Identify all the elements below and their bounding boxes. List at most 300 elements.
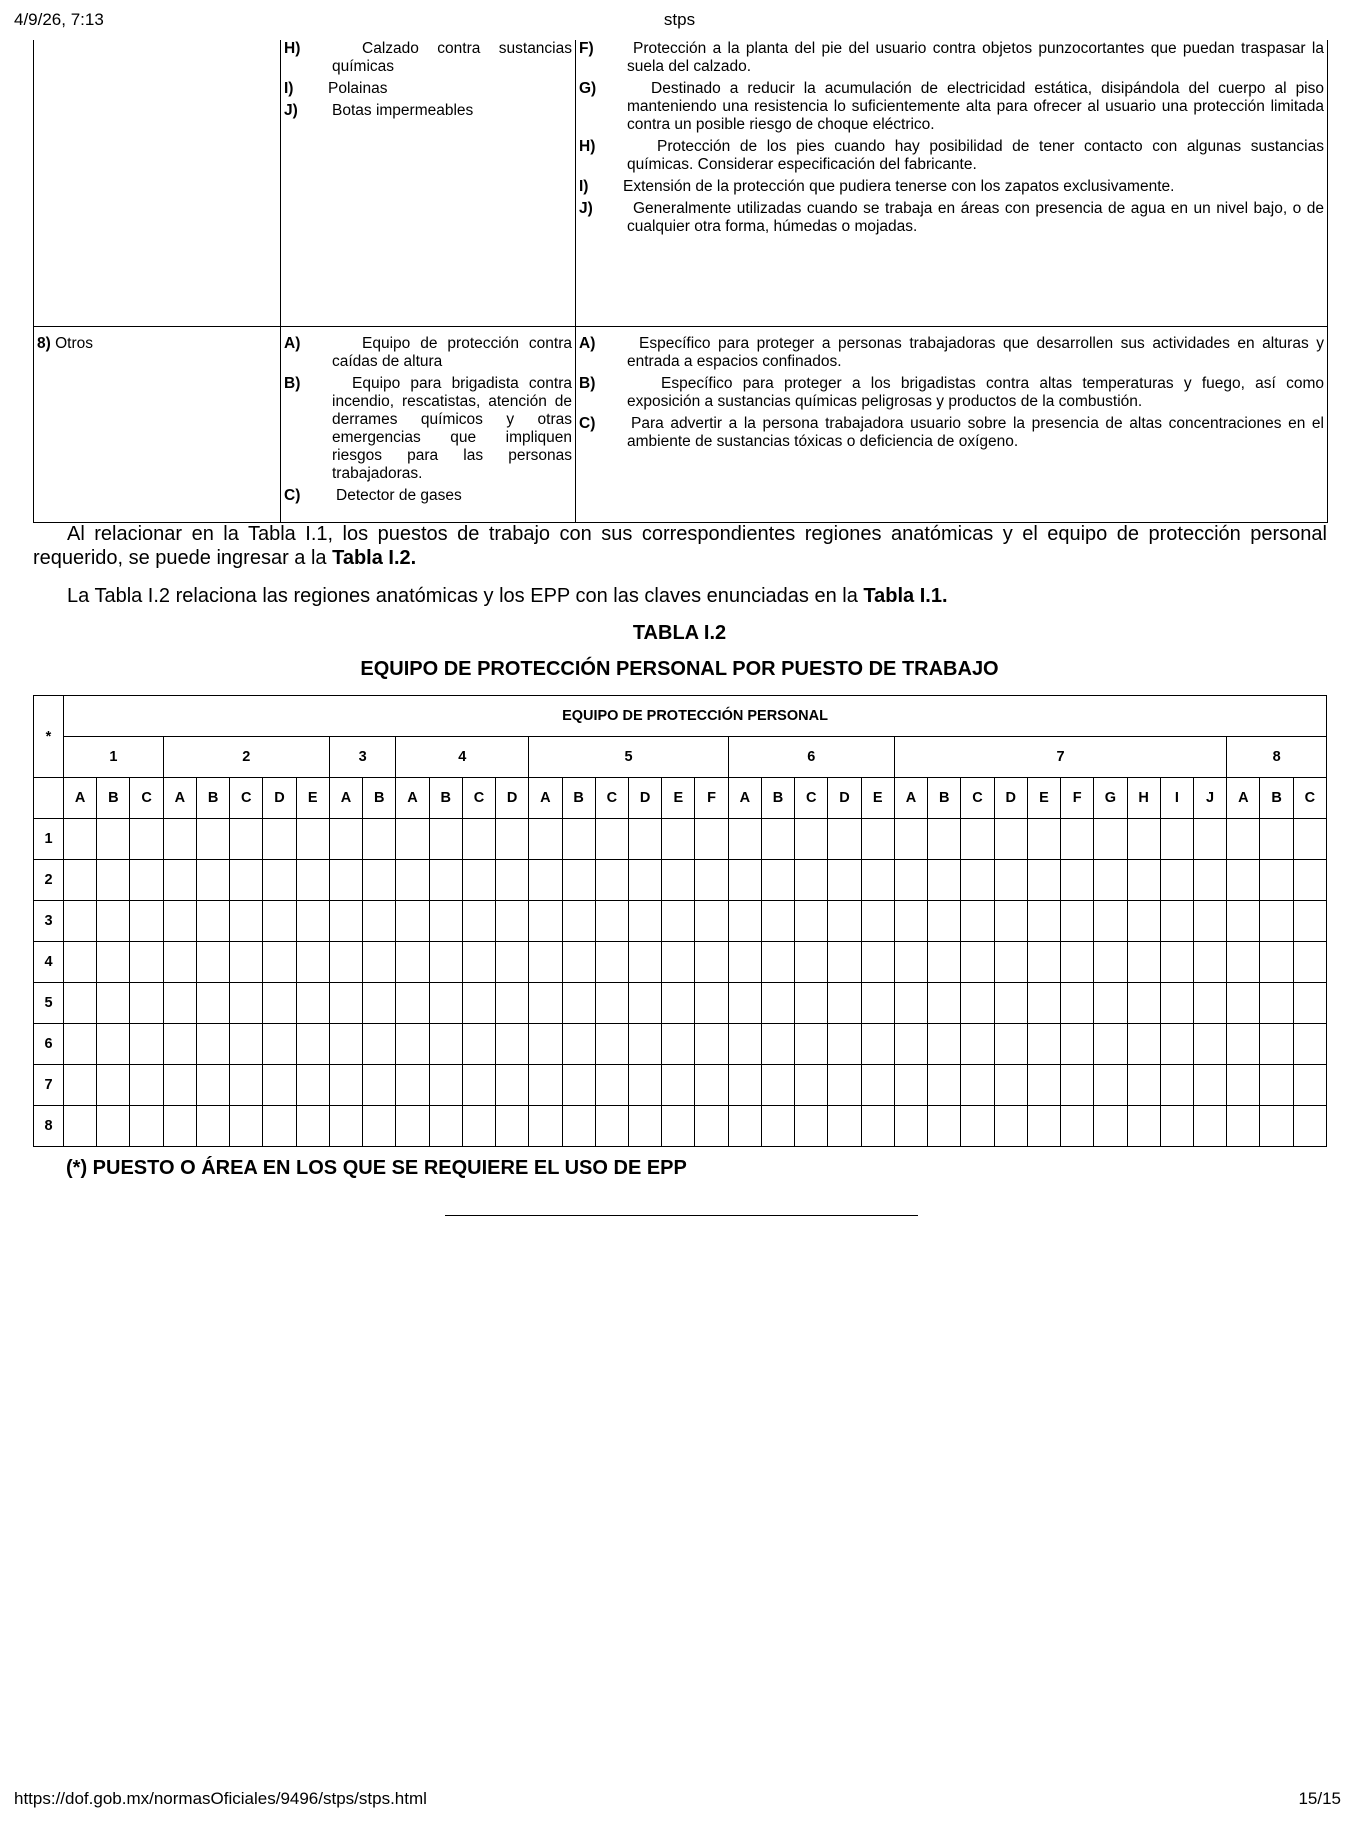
grid-cell bbox=[1160, 901, 1193, 942]
grid-cell bbox=[64, 1106, 97, 1147]
grid-cell bbox=[961, 860, 994, 901]
grid-cell bbox=[263, 983, 296, 1024]
grid-cell bbox=[1227, 901, 1260, 942]
grid-cell bbox=[462, 1106, 495, 1147]
grid-cell bbox=[595, 1065, 628, 1106]
grid-cell bbox=[1127, 983, 1160, 1024]
grid-cell bbox=[828, 983, 861, 1024]
grid-cell bbox=[894, 819, 927, 860]
grid-cell bbox=[462, 1065, 495, 1106]
grid-cell bbox=[1227, 819, 1260, 860]
letter-header: B bbox=[363, 778, 396, 819]
grid-cell bbox=[1227, 1024, 1260, 1065]
grid-cell bbox=[1293, 901, 1326, 942]
grid-cell bbox=[196, 942, 229, 983]
grid-cell bbox=[1160, 983, 1193, 1024]
grid-cell bbox=[230, 983, 263, 1024]
grid-cell bbox=[828, 942, 861, 983]
letter-header: A bbox=[396, 778, 429, 819]
table-row bbox=[34, 901, 1327, 942]
grid-cell bbox=[961, 942, 994, 983]
grid-cell bbox=[1160, 860, 1193, 901]
grid-cell bbox=[163, 1024, 196, 1065]
divider bbox=[445, 1215, 918, 1216]
grid-cell bbox=[329, 1106, 362, 1147]
grid-cell bbox=[1027, 1024, 1060, 1065]
grid-cell bbox=[628, 901, 661, 942]
grid-cell bbox=[1160, 942, 1193, 983]
grid-cell bbox=[396, 1065, 429, 1106]
grid-cell bbox=[196, 1106, 229, 1147]
tabla-i2-grid bbox=[33, 695, 1327, 1147]
print-page-title: stps bbox=[663, 10, 696, 29]
grid-cell bbox=[928, 819, 961, 860]
grid-cell bbox=[163, 1065, 196, 1106]
letter-header: E bbox=[662, 778, 695, 819]
letter-header: H bbox=[1127, 778, 1160, 819]
letter-header: B bbox=[429, 778, 462, 819]
grid-cell bbox=[1061, 1024, 1094, 1065]
grid-cell bbox=[961, 1065, 994, 1106]
grid-cell bbox=[1227, 1065, 1260, 1106]
group-header-row bbox=[34, 737, 1327, 778]
equipo-cell bbox=[281, 40, 576, 327]
grid-cell bbox=[529, 1106, 562, 1147]
print-page-number: 15/15 bbox=[1298, 1789, 1341, 1808]
grid-cell bbox=[928, 942, 961, 983]
grid-cell bbox=[363, 1024, 396, 1065]
grid-cell bbox=[1260, 942, 1293, 983]
grid-cell bbox=[1027, 819, 1060, 860]
table-footnote: (*) PUESTO O ÁREA EN LOS QUE SE REQUIERE EL USO DE EPP bbox=[66, 1157, 687, 1179]
list-item: B) Específico para proteger a los brigadistas contra altas temperaturas y fuego, así como exposición a sustancias químicas peligrosas y productos de la combustión. bbox=[579, 375, 1324, 410]
grid-cell bbox=[296, 1106, 329, 1147]
grid-cell bbox=[1160, 1065, 1193, 1106]
grid-cell bbox=[529, 1065, 562, 1106]
group-header: 1 bbox=[64, 737, 164, 778]
grid-cell bbox=[1260, 860, 1293, 901]
table-row bbox=[34, 942, 1327, 983]
group-header: 2 bbox=[163, 737, 329, 778]
grid-cell bbox=[1061, 1065, 1094, 1106]
letter-header: A bbox=[329, 778, 362, 819]
grid-cell bbox=[1127, 942, 1160, 983]
grid-cell bbox=[1094, 983, 1127, 1024]
grid-cell bbox=[1094, 860, 1127, 901]
grid-cell bbox=[695, 1106, 728, 1147]
grid-cell bbox=[795, 860, 828, 901]
grid-cell bbox=[728, 1106, 761, 1147]
grid-cell bbox=[329, 942, 362, 983]
grid-cell bbox=[329, 901, 362, 942]
grid-cell bbox=[130, 1024, 163, 1065]
group-header: 6 bbox=[728, 737, 894, 778]
grid-cell bbox=[396, 1106, 429, 1147]
grid-cell bbox=[1193, 860, 1226, 901]
list-item: C) Detector de gases bbox=[284, 487, 462, 504]
letter-header: E bbox=[1027, 778, 1060, 819]
grid-cell bbox=[429, 1065, 462, 1106]
grid-cell bbox=[64, 942, 97, 983]
grid-cell bbox=[928, 860, 961, 901]
letter-header: A bbox=[894, 778, 927, 819]
letter-header: C bbox=[795, 778, 828, 819]
grid-cell bbox=[795, 1065, 828, 1106]
grid-cell bbox=[130, 819, 163, 860]
grid-cell bbox=[1127, 1065, 1160, 1106]
grid-cell bbox=[562, 1024, 595, 1065]
grid-cell bbox=[695, 1024, 728, 1065]
group-header: 3 bbox=[329, 737, 395, 778]
grid-cell bbox=[1193, 901, 1226, 942]
grid-cell bbox=[562, 1106, 595, 1147]
grid-cell bbox=[695, 860, 728, 901]
grid-cell bbox=[728, 983, 761, 1024]
grid-cell bbox=[1027, 1065, 1060, 1106]
table-row bbox=[34, 40, 1328, 327]
grid-cell bbox=[562, 901, 595, 942]
grid-cell bbox=[97, 983, 130, 1024]
descripcion-cell bbox=[576, 40, 1328, 327]
grid-cell bbox=[628, 860, 661, 901]
letter-header: D bbox=[828, 778, 861, 819]
grid-cell bbox=[894, 1024, 927, 1065]
grid-cell bbox=[861, 942, 894, 983]
paragraph-1: Al relacionar en la Tabla I.1, los puestos de trabajo con sus correspondientes regiones anatómicas y el equipo de protección personal requerido, se puede ingresar a la Tabla I.2. bbox=[33, 523, 1327, 569]
list-item: A) Equipo de protección contra caídas de altura bbox=[284, 335, 572, 370]
letter-header: C bbox=[1293, 778, 1326, 819]
grid-cell bbox=[894, 1106, 927, 1147]
letter-header: F bbox=[1061, 778, 1094, 819]
letter-header: J bbox=[1193, 778, 1226, 819]
grid-cell bbox=[230, 1024, 263, 1065]
grid-cell bbox=[329, 1065, 362, 1106]
letter-header: A bbox=[163, 778, 196, 819]
letter-header: D bbox=[628, 778, 661, 819]
grid-cell bbox=[496, 819, 529, 860]
grid-cell bbox=[130, 860, 163, 901]
grid-cell bbox=[529, 1024, 562, 1065]
grid-cell bbox=[628, 819, 661, 860]
letter-header: E bbox=[296, 778, 329, 819]
grid-cell bbox=[1061, 819, 1094, 860]
grid-cell bbox=[296, 983, 329, 1024]
grid-cell bbox=[196, 983, 229, 1024]
star-header: * bbox=[34, 696, 64, 778]
grid-cell bbox=[662, 819, 695, 860]
grid-cell bbox=[130, 1106, 163, 1147]
grid-cell bbox=[662, 860, 695, 901]
grid-cell bbox=[296, 860, 329, 901]
grid-cell bbox=[795, 901, 828, 942]
grid-cell bbox=[1227, 942, 1260, 983]
grid-cell bbox=[64, 819, 97, 860]
grid-cell bbox=[263, 942, 296, 983]
letter-header: D bbox=[994, 778, 1027, 819]
grid-cell bbox=[496, 860, 529, 901]
letter-header: A bbox=[64, 778, 97, 819]
grid-cell bbox=[562, 819, 595, 860]
grid-cell bbox=[1061, 983, 1094, 1024]
grid-cell bbox=[1127, 860, 1160, 901]
grid-cell bbox=[1260, 1065, 1293, 1106]
grid-cell bbox=[994, 942, 1027, 983]
grid-cell bbox=[363, 860, 396, 901]
grid-cell bbox=[1193, 1024, 1226, 1065]
grid-cell bbox=[728, 819, 761, 860]
grid-cell bbox=[64, 901, 97, 942]
grid-cell bbox=[163, 942, 196, 983]
list-item: H) Protección de los pies cuando hay posibilidad de tener contacto con algunas sustancias químicas. Considerar especificación del fabricante. bbox=[579, 138, 1324, 173]
grid-cell bbox=[396, 942, 429, 983]
grid-cell bbox=[994, 901, 1027, 942]
grid-cell bbox=[861, 1106, 894, 1147]
grid-cell bbox=[628, 983, 661, 1024]
grid-cell bbox=[1160, 1106, 1193, 1147]
group-header: 4 bbox=[396, 737, 529, 778]
grid-cell bbox=[795, 983, 828, 1024]
grid-cell bbox=[329, 819, 362, 860]
grid-cell bbox=[828, 1065, 861, 1106]
letter-header: F bbox=[695, 778, 728, 819]
grid-cell bbox=[230, 1106, 263, 1147]
grid-cell bbox=[396, 819, 429, 860]
row-label: 4 bbox=[34, 942, 64, 983]
print-datetime: 4/9/26, 7:13 bbox=[14, 10, 104, 29]
grid-cell bbox=[1127, 1106, 1160, 1147]
group-header: 5 bbox=[529, 737, 728, 778]
letter-header: G bbox=[1094, 778, 1127, 819]
grid-cell bbox=[728, 1024, 761, 1065]
group-header: 7 bbox=[894, 737, 1226, 778]
grid-cell bbox=[662, 1024, 695, 1065]
grid-cell bbox=[230, 942, 263, 983]
grid-cell bbox=[961, 1106, 994, 1147]
grid-cell bbox=[595, 901, 628, 942]
grid-cell bbox=[363, 1106, 396, 1147]
grid-cell bbox=[429, 860, 462, 901]
list-item: A) Específico para proteger a personas trabajadoras que desarrollen sus actividades en alturas y entrada a espacios confinados. bbox=[579, 335, 1324, 370]
letter-header-row bbox=[34, 778, 1327, 819]
grid-cell bbox=[894, 942, 927, 983]
grid-cell bbox=[462, 942, 495, 983]
grid-cell bbox=[994, 1106, 1027, 1147]
grid-cell bbox=[363, 901, 396, 942]
grid-cell bbox=[429, 983, 462, 1024]
grid-cell bbox=[396, 901, 429, 942]
grid-cell bbox=[1127, 819, 1160, 860]
grid-cell bbox=[695, 819, 728, 860]
grid-cell bbox=[130, 901, 163, 942]
grid-cell bbox=[761, 860, 794, 901]
grid-cell bbox=[296, 1024, 329, 1065]
grid-cell bbox=[761, 1024, 794, 1065]
grid-cell bbox=[894, 983, 927, 1024]
grid-cell bbox=[1094, 1024, 1127, 1065]
grid-cell bbox=[1160, 819, 1193, 860]
grid-cell bbox=[595, 983, 628, 1024]
list-item: I) Polainas bbox=[284, 80, 388, 97]
grid-cell bbox=[97, 860, 130, 901]
grid-cell bbox=[562, 983, 595, 1024]
grid-cell bbox=[828, 819, 861, 860]
grid-cell bbox=[828, 1106, 861, 1147]
grid-cell bbox=[97, 942, 130, 983]
grid-cell bbox=[196, 901, 229, 942]
grid-cell bbox=[628, 1024, 661, 1065]
grid-cell bbox=[961, 1024, 994, 1065]
row-label: 5 bbox=[34, 983, 64, 1024]
grid-cell bbox=[662, 942, 695, 983]
grid-cell bbox=[263, 860, 296, 901]
grid-cell bbox=[529, 942, 562, 983]
grid-cell bbox=[761, 1065, 794, 1106]
grid-cell bbox=[795, 819, 828, 860]
grid-cell bbox=[828, 860, 861, 901]
grid-cell bbox=[1260, 1106, 1293, 1147]
grid-cell bbox=[662, 1065, 695, 1106]
grid-cell bbox=[562, 860, 595, 901]
letter-header: E bbox=[861, 778, 894, 819]
row-label: 2 bbox=[34, 860, 64, 901]
table-row bbox=[34, 327, 1328, 523]
grid-cell bbox=[894, 1065, 927, 1106]
grid-cell bbox=[97, 1065, 130, 1106]
grid-cell bbox=[562, 942, 595, 983]
grid-cell bbox=[1193, 1106, 1226, 1147]
letter-header: C bbox=[462, 778, 495, 819]
grid-cell bbox=[628, 1065, 661, 1106]
letter-header: B bbox=[928, 778, 961, 819]
grid-cell bbox=[562, 1065, 595, 1106]
grid-cell bbox=[462, 983, 495, 1024]
grid-cell bbox=[961, 983, 994, 1024]
grid-cell bbox=[695, 983, 728, 1024]
grid-cell bbox=[529, 901, 562, 942]
grid-cell bbox=[861, 901, 894, 942]
row-label: 6 bbox=[34, 1024, 64, 1065]
grid-cell bbox=[595, 942, 628, 983]
grid-cell bbox=[196, 1024, 229, 1065]
table-subtitle: EQUIPO DE PROTECCIÓN PERSONAL POR PUESTO DE TRABAJO bbox=[360, 658, 999, 680]
grid-cell bbox=[728, 1065, 761, 1106]
letter-header: B bbox=[196, 778, 229, 819]
table-row bbox=[34, 860, 1327, 901]
grid-cell bbox=[296, 942, 329, 983]
table-title: TABLA I.2 bbox=[632, 622, 727, 644]
grid-cell bbox=[130, 983, 163, 1024]
grid-cell bbox=[1061, 901, 1094, 942]
grid-cell bbox=[496, 942, 529, 983]
grid-cell bbox=[64, 1065, 97, 1106]
grid-cell bbox=[230, 819, 263, 860]
grid-cell bbox=[1193, 983, 1226, 1024]
table-row bbox=[34, 1065, 1327, 1106]
grid-cell bbox=[795, 1024, 828, 1065]
grid-cell bbox=[1094, 819, 1127, 860]
grid-cell bbox=[761, 901, 794, 942]
row-label: 1 bbox=[34, 819, 64, 860]
grid-cell bbox=[928, 983, 961, 1024]
grid-cell bbox=[994, 1024, 1027, 1065]
grid-cell bbox=[1094, 1106, 1127, 1147]
grid-cell bbox=[1260, 983, 1293, 1024]
grid-cell bbox=[396, 860, 429, 901]
corner-cell bbox=[34, 778, 64, 819]
grid-cell bbox=[1193, 1065, 1226, 1106]
grid-cell bbox=[529, 819, 562, 860]
grid-cell bbox=[1293, 942, 1326, 983]
grid-cell bbox=[828, 1024, 861, 1065]
grid-cell bbox=[595, 860, 628, 901]
letter-header: D bbox=[263, 778, 296, 819]
grid-cell bbox=[861, 1024, 894, 1065]
list-item: F) Protección a la planta del pie del usuario contra objetos punzocortantes que puedan traspasar la suela del calzado. bbox=[579, 40, 1324, 75]
letter-header: I bbox=[1160, 778, 1193, 819]
grid-cell bbox=[1293, 1024, 1326, 1065]
row-label: 8 bbox=[34, 1106, 64, 1147]
list-item: I) Extensión de la protección que pudiera tenerse con los zapatos exclusivamente. bbox=[579, 178, 1175, 195]
grid-cell bbox=[1127, 1024, 1160, 1065]
grid-cell bbox=[894, 860, 927, 901]
grid-cell bbox=[1293, 1106, 1326, 1147]
grid-cell bbox=[1027, 1106, 1060, 1147]
grid-cell bbox=[1227, 860, 1260, 901]
letter-header: B bbox=[1260, 778, 1293, 819]
list-item: B) Equipo para brigadista contra incendio, rescatistas, atención de derrames químicos y otras emergencias que impliquen riesgos para las personas trabajadoras. bbox=[284, 375, 572, 482]
letter-header: C bbox=[595, 778, 628, 819]
grid-cell bbox=[1293, 1065, 1326, 1106]
grid-cell bbox=[130, 1065, 163, 1106]
grid-cell bbox=[1027, 942, 1060, 983]
grid-cell bbox=[429, 942, 462, 983]
grid-cell bbox=[429, 819, 462, 860]
grid-cell bbox=[429, 1024, 462, 1065]
grid-cell bbox=[795, 942, 828, 983]
grid-cell bbox=[928, 1106, 961, 1147]
grid-cell bbox=[1061, 942, 1094, 983]
grid-cell bbox=[196, 860, 229, 901]
grid-cell bbox=[462, 901, 495, 942]
grid-cell bbox=[761, 942, 794, 983]
grid-cell bbox=[1027, 983, 1060, 1024]
grid-cell bbox=[628, 1106, 661, 1147]
grid-cell bbox=[861, 983, 894, 1024]
grid-cell bbox=[994, 860, 1027, 901]
grid-cell bbox=[130, 942, 163, 983]
grid-cell bbox=[861, 1065, 894, 1106]
grid-cell bbox=[462, 819, 495, 860]
grid-cell bbox=[1260, 1024, 1293, 1065]
letter-header: B bbox=[562, 778, 595, 819]
grid-cell bbox=[728, 942, 761, 983]
grid-cell bbox=[761, 983, 794, 1024]
grid-cell bbox=[828, 901, 861, 942]
list-item: H) Calzado contra sustancias químicas bbox=[284, 40, 572, 75]
grid-cell bbox=[296, 819, 329, 860]
letter-header: A bbox=[1227, 778, 1260, 819]
grid-cell bbox=[429, 901, 462, 942]
equipo-cell bbox=[281, 327, 576, 523]
grid-cell bbox=[230, 1065, 263, 1106]
grid-cell bbox=[1293, 860, 1326, 901]
grid-cell bbox=[363, 1065, 396, 1106]
grid-cell bbox=[296, 1065, 329, 1106]
letter-header: D bbox=[496, 778, 529, 819]
descripcion-cell bbox=[576, 327, 1328, 523]
list-item: J) Generalmente utilizadas cuando se trabaja en áreas con presencia de agua en un nivel bajo, o de cualquier otra forma, húmedas o mojadas. bbox=[579, 200, 1324, 235]
grid-cell bbox=[728, 901, 761, 942]
